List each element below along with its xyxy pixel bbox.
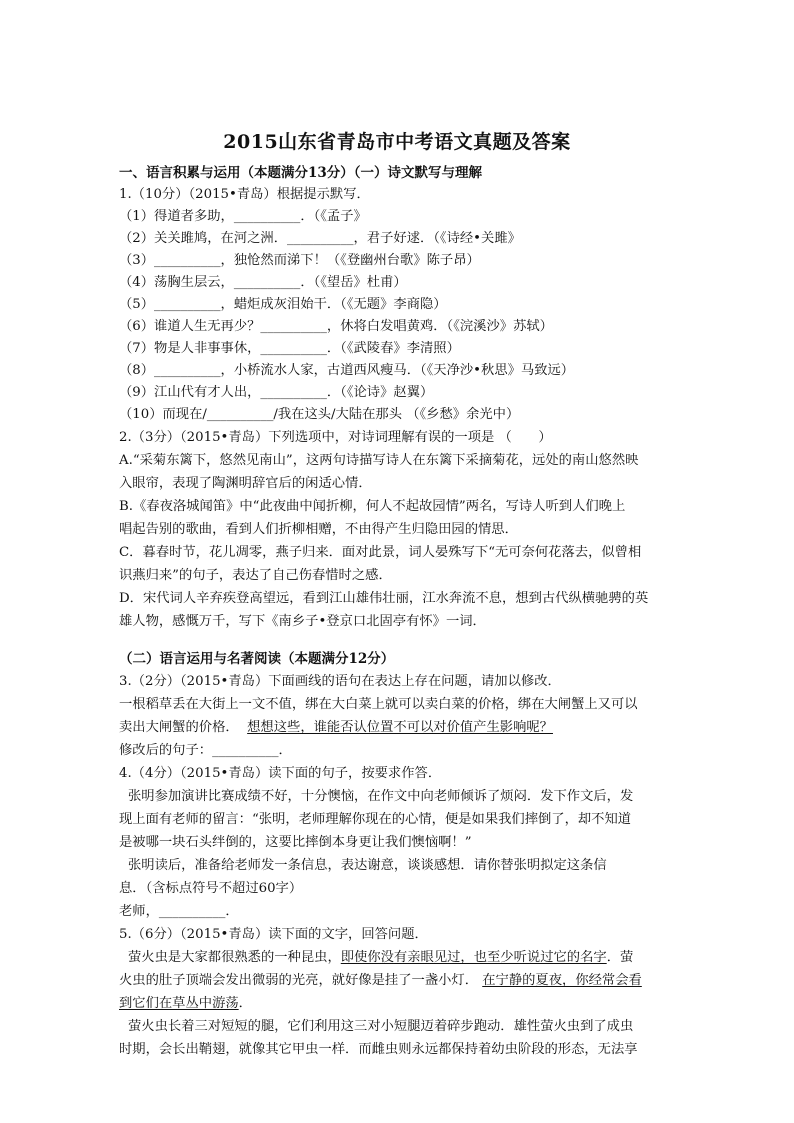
option-c-line2: 识燕归来”的句子，表达了自己伤春惜时之感．	[119, 568, 392, 583]
question-5-passage-line1	[128, 946, 633, 965]
underlined-sentence: 到它们在草丛中游荡	[119, 996, 239, 1011]
question-5-passage: 时期，会长出鞘翅，就像其它甲虫一样．而雌虫则永远都保持着幼虫阶段的形态，无法享	[119, 1042, 638, 1057]
option-b-line2: 唱起告别的歌曲，看到人们折柳相赠，不由得产生归隐田园的情思．	[119, 522, 518, 537]
question-4-passage: 张明参加演讲比赛成绩不好，十分懊恼，在作文中向老师倾诉了烦闷．发下作文后，发	[128, 789, 634, 804]
passage-text: 萤火虫是大家都很熟悉的一种昆虫，	[128, 950, 341, 965]
question-1-item: （8）__________，小桥流水人家，古道西风瘦马．（《天净沙•秋思》马致远）	[119, 363, 575, 378]
option-a-line1: A.“采菊东篱下，悠然见南山”，这两句诗描写诗人在东篱下采摘菊花，远处的南山悠然映	[119, 453, 639, 468]
question-1-item: （9）江山代有才人出，__________．（《论诗》赵翼）	[119, 385, 434, 400]
question-3-passage-line2	[119, 716, 553, 735]
question-5-passage-line2	[119, 969, 642, 988]
question-3-revised-sentence: 修改后的句子：__________．	[119, 743, 292, 758]
question-4-passage: 张明读后，准备给老师发一条信息，表达谢意，谈谈感想．请你替张明拟定这条信	[128, 858, 607, 873]
question-2-stem: 2.（3分）（2015•青岛）下列选项中，对诗词理解有误的一项是 （ ）	[119, 430, 552, 445]
question-1-item: （7）物是人非事事休，__________．（《武陵春》李清照）	[119, 341, 460, 356]
question-1-item: （3）__________，独怆然而涕下！（《登幽州台歌》陈子昂）	[119, 253, 480, 268]
section-heading-2: （二）语言运用与名著阅读（本题满分12分）	[119, 651, 395, 667]
passage-text: 卖出大闸蟹的价格．	[119, 720, 239, 735]
option-c-line1: C．暮春时节，花儿凋零，燕子归来．面对此景，词人晏殊写下“无可奈何花落去，似曾相	[119, 545, 642, 560]
question-1-item: （4）荡胸生层云，__________．（《望岳》杜甫）	[119, 275, 407, 290]
question-1-item: （2）关关雎鸠，在河之洲．__________，君子好逑．（《诗经•关雎》	[119, 231, 521, 246]
section-heading-1: 一、语言积累与运用（本题满分13分）（一）诗文默写与理解	[119, 165, 483, 181]
question-1-item: （1）得道者多助，__________．（《孟子》	[119, 209, 367, 224]
option-a-line2: 入眼帘，表现了陶渊明辞官后的闲适心情．	[119, 476, 372, 491]
passage-text: 火虫的肚子顶端会发出微弱的光亮，就好像是挂了一盏小灯．	[119, 973, 479, 988]
question-4-passage: 是被哪一块石头绊倒的，这要比摔倒本身更让我们懊恼啊！”	[119, 835, 472, 850]
question-1-stem: 1.（10分）（2015•青岛）根据提示默写．	[119, 187, 370, 202]
question-1-item: （5）__________，蜡炬成灰泪始干．（《无题》李商隐）	[119, 297, 447, 312]
passage-text: ．	[238, 996, 252, 1011]
question-4-passage: 息．（含标点符号不超过60字）	[119, 881, 303, 896]
question-4-answer: 老师，__________．	[119, 904, 239, 919]
question-3-stem: 3.（2分）（2015•青岛）下面画线的语句在表达上存在问题，请加以修改．	[119, 674, 561, 689]
question-3-passage: 一根稻草丢在大街上一文不值，绑在大白菜上就可以卖白菜的价格，绑在大闸蟹上又可以	[119, 697, 638, 712]
page-title: 2015山东省青岛市中考语文真题及答案	[223, 131, 571, 153]
question-5-passage-line3	[119, 992, 252, 1011]
option-d-line1: D．宋代词人辛弃疾登高望远，看到江山雄伟壮丽，江水奔流不息，想到古代纵横驰骋的英	[119, 591, 649, 606]
option-b-line1: B.《春夜洛城闻笛》中“此夜曲中闻折柳，何人不起故园情”两名，写诗人听到人们晚上	[119, 499, 626, 514]
question-1-item: （6）谁道人生无再少？__________，休将白发唱黄鸡．（《浣溪沙》苏轼）	[119, 319, 553, 334]
passage-text: ．萤	[606, 950, 634, 965]
question-4-stem: 4.（4分）（2015•青岛）读下面的句子，按要求作答．	[119, 766, 442, 781]
underlined-sentence: 即使你没有亲眼见过，也至少听说过它的名字	[340, 950, 607, 965]
underlined-sentence: 在宁静的夏夜，你经常会看	[482, 973, 642, 988]
option-d-line2: 雄人物，感慨万千，写下《南乡子•登京口北固亭有怀》一词．	[119, 614, 486, 629]
question-5-stem: 5.（6分）（2015•青岛）读下面的文字，回答问题．	[119, 927, 428, 942]
question-4-passage: 现上面有老师的留言：“张明，老师理解你现在的心情，便是如果我们摔倒了，却不知道	[119, 812, 632, 827]
underlined-sentence: 想想这些，谁能否认位置不可以对价值产生影响呢？	[247, 720, 553, 735]
question-1-item: （10）而现在/__________/我在这头/大陆在那头 （《乡愁》余光中）	[119, 407, 520, 422]
question-5-passage: 萤火虫长着三对短短的腿，它们利用这三对小短腿迈着碎步跑动．雄性萤火虫到了成虫	[128, 1019, 634, 1034]
